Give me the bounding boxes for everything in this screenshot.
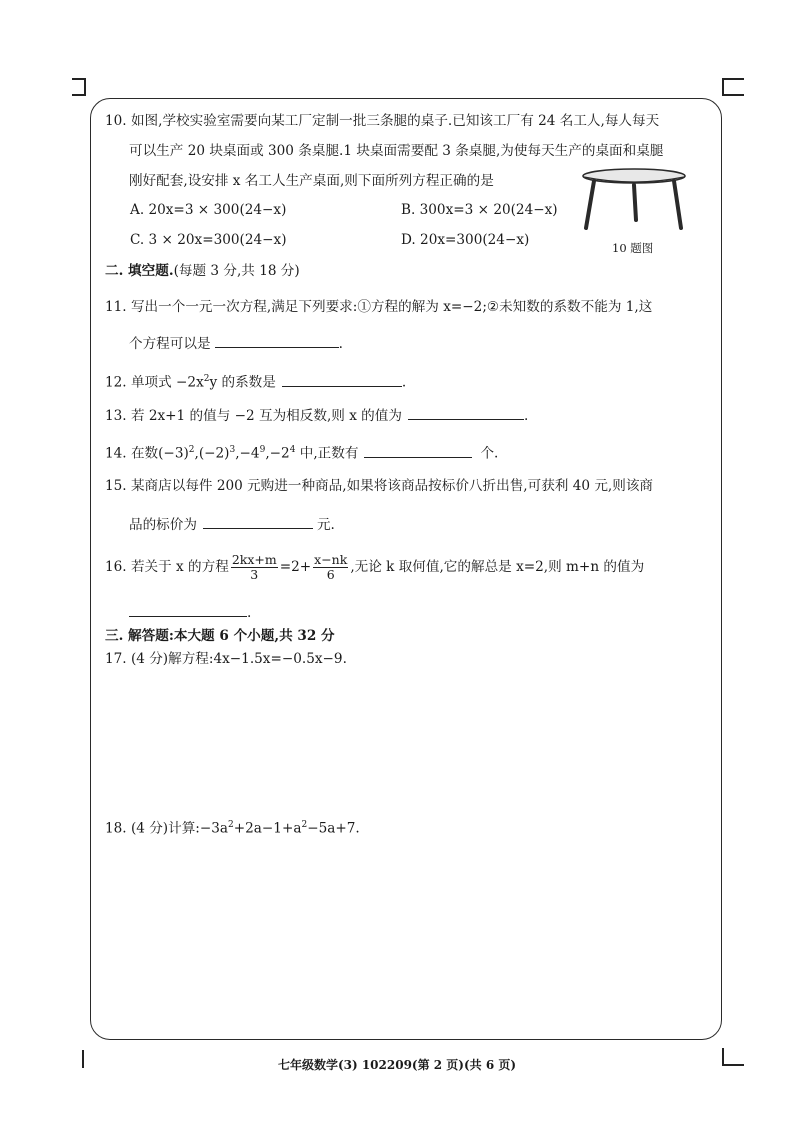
q15-line2 xyxy=(129,514,335,534)
q16-frac2-numerator: x−nk xyxy=(314,552,348,567)
q10-option-c[interactable]: C. 3 × 20x=300(24−x) xyxy=(130,232,287,248)
q16-line2 xyxy=(129,602,251,622)
q14-part-e: 中,正数有 xyxy=(295,445,359,462)
q14-exp-d: 4 xyxy=(289,445,296,455)
q18-exp-2: 2 xyxy=(301,820,308,830)
q11-suffix: . xyxy=(338,336,343,352)
q12-answer-blank[interactable] xyxy=(282,372,402,387)
q14-suffix: 个. xyxy=(480,445,499,462)
section2-heading xyxy=(105,262,300,280)
q15-answer-blank[interactable] xyxy=(203,514,313,529)
q13-answer-blank[interactable] xyxy=(408,405,524,420)
q14 xyxy=(105,441,498,463)
q10-line1: 10. 如图,学校实验室需要向某工厂定制一批三条腿的桌子.已知该工厂有 24 名工人,每人每天 xyxy=(105,113,660,129)
q12-prefix: 12. 单项式 −2x xyxy=(105,374,204,391)
table-figure xyxy=(578,166,690,244)
q18 xyxy=(105,816,360,838)
q16-line2-suffix: . xyxy=(247,605,252,621)
q10-line2: 可以生产 20 块桌面或 300 条桌腿.1 块桌面需要配 3 条桌腿,为使每天生产的桌面和桌腿 xyxy=(129,143,664,159)
section2-note: (每题 3 分,共 18 分) xyxy=(173,263,300,279)
q13-suffix: . xyxy=(523,408,529,424)
q12 xyxy=(105,370,406,392)
q18-prefix: 18. (4 分)计算:−3a xyxy=(105,820,229,837)
q10-figure-caption: 10 题图 xyxy=(612,241,654,255)
q14-exp-a: 2 xyxy=(188,445,195,455)
q10-line3: 刚好配套,设安排 x 名工人生产桌面,则下面所列方程正确的是 xyxy=(129,173,494,189)
q14-exp-b: 3 xyxy=(229,445,236,455)
q16-suffix: ,无论 k 取何值,它的解总是 x=2,则 m+n 的值为 xyxy=(350,559,645,575)
q18-answer-area[interactable] xyxy=(105,840,705,1025)
q15-suffix: 元. xyxy=(316,517,335,533)
q10-option-b[interactable]: B. 300x=3 × 20(24−x) xyxy=(401,202,558,218)
q11-answer-blank[interactable] xyxy=(215,333,339,348)
q12-exponent: 2 xyxy=(203,374,210,384)
q18-suffix: −5a+7. xyxy=(307,820,360,837)
corner-mark-top-right xyxy=(722,78,744,96)
q16-prefix: 16. 若关于 x 的方程 xyxy=(105,559,229,575)
q10-option-d[interactable]: D. 20x=300(24−x) xyxy=(401,232,530,248)
q17: 17. (4 分)解方程:4x−1.5x=−0.5x−9. xyxy=(105,651,347,667)
q16-fraction-left xyxy=(231,553,278,582)
q14-part-b: ,(−2) xyxy=(194,445,230,462)
q14-part-d: ,−2 xyxy=(265,445,290,462)
q16-answer-blank[interactable] xyxy=(129,602,247,617)
corner-mark-top-left xyxy=(72,78,86,96)
q11-prefix: 个方程可以是 xyxy=(129,336,211,352)
q11-line2 xyxy=(129,333,343,353)
q14-part-c: ,−4 xyxy=(235,445,260,462)
q16-mid: =2+ xyxy=(279,559,312,575)
q18-mid: +2a−1+a xyxy=(233,820,302,837)
q12-suffix: . xyxy=(401,374,407,391)
q16-fraction-right xyxy=(313,553,348,582)
section3-title: 三. 解答题:本大题 6 个小题,共 32 分 xyxy=(105,628,335,644)
q13-prefix: 13. 若 2x+1 的值与 −2 互为相反数,则 x 的值为 xyxy=(105,408,402,424)
q16 xyxy=(105,550,644,584)
q18-exp-1: 2 xyxy=(228,820,234,830)
q14-answer-blank[interactable] xyxy=(364,443,472,458)
q15-line1: 15. 某商店以每件 200 元购进一种商品,如果将该商品按标价八折出售,可获利 40 元,则该商 xyxy=(105,478,654,494)
q14-exp-c: 9 xyxy=(259,445,266,455)
q14-prefix: 14. 在数(−3) xyxy=(105,445,189,462)
q11-line1: 11. 写出一个一元一次方程,满足下列要求:①方程的解为 x=−2;②未知数的系数不能为 1,这 xyxy=(105,299,653,315)
q13 xyxy=(105,405,528,425)
q16-frac2-denominator: 6 xyxy=(326,567,335,582)
q16-frac1-denominator: 3 xyxy=(250,567,259,582)
q16-frac1-numerator: 2kx+m xyxy=(231,552,277,567)
q17-answer-area[interactable] xyxy=(105,674,705,804)
q10-option-a[interactable]: A. 20x=3 × 300(24−x) xyxy=(130,202,287,218)
section2-title: 二. 填空题. xyxy=(105,263,174,279)
q12-mid: y 的系数是 xyxy=(209,374,276,391)
page-footer: 七年级数学(3) 102209(第 2 页)(共 6 页) xyxy=(277,1058,517,1072)
q15-prefix: 品的标价为 xyxy=(129,517,197,533)
